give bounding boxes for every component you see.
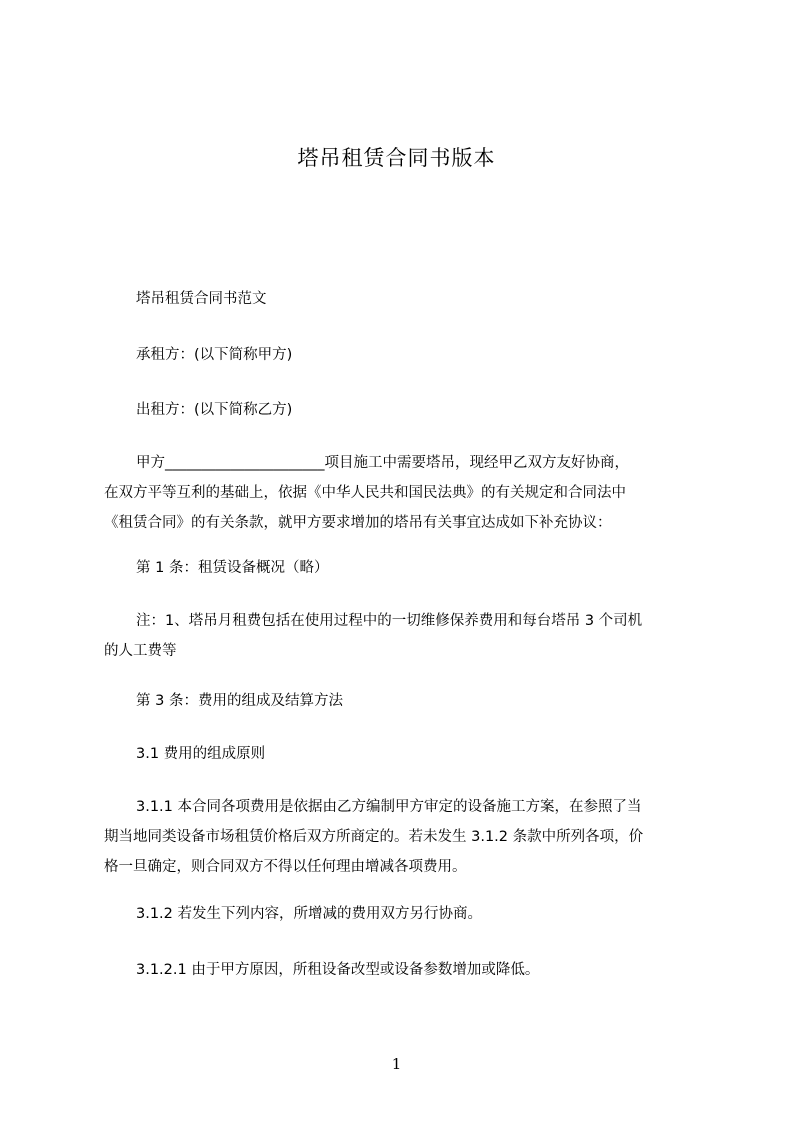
paragraph-article-1 [104,553,704,583]
paragraph-section-3-1-2 [104,899,704,929]
paragraph-line: 甲方______________________项目施工中需要塔吊，现经甲乙双方友好协商， [136,455,629,471]
paragraph-section-3-1-1 [104,792,704,882]
paragraph-section-3-1-2-1 [104,955,704,985]
paragraph-line: 出租方：(以下简称乙方) [136,402,293,418]
paragraph-line: 承租方：(以下简称甲方) [136,347,293,363]
paragraph-line: 第 1 条：租赁设备概况（略） [136,560,329,576]
paragraph-section-3-1 [104,739,704,769]
paragraph-line: 格一旦确定，则合同双方不得以任何理由增减各项费用。 [104,859,467,875]
paragraph-heading-sample [104,284,704,314]
paragraph-note [104,606,704,666]
paragraph-intro [104,448,704,538]
paragraph-lessee [104,340,704,370]
paragraph-line: 注：1、塔吊月租费包括在使用过程中的一切维修保养费用和每台塔吊 3 个司机 [136,613,643,629]
paragraph-line: 3.1.1 本合同各项费用是依据由乙方编制甲方审定的设备施工方案，在参照了当 [136,799,642,815]
paragraph-line: 《租赁合同》的有关条款，就甲方要求增加的塔吊有关事宜达成如下补充协议： [104,515,612,531]
paragraph-lessor [104,395,704,425]
paragraph-article-3 [104,686,704,716]
page-number: 1 [391,1055,402,1073]
document-title: 塔吊租赁合同书版本 [297,146,496,170]
paragraph-line: 3.1.2.1 由于甲方原因，所租设备改型或设备参数增加或降低。 [136,962,540,978]
paragraph-line: 第 3 条：费用的组成及结算方法 [136,693,343,709]
paragraph-line: 的人工费等 [104,643,177,659]
paragraph-line: 期当地同类设备市场租赁价格后双方所商定的。若未发生 3.1.2 条款中所列各项，价 [104,829,644,845]
paragraph-line: 3.1 费用的组成原则 [136,746,266,762]
paragraph-line: 在双方平等互利的基础上，依据《中华人民共和国民法典》的有关规定和合同法中 [104,485,626,501]
paragraph-line: 塔吊租赁合同书范文 [136,291,267,307]
paragraph-line: 3.1.2 若发生下列内容，所增减的费用双方另行协商。 [136,906,483,922]
